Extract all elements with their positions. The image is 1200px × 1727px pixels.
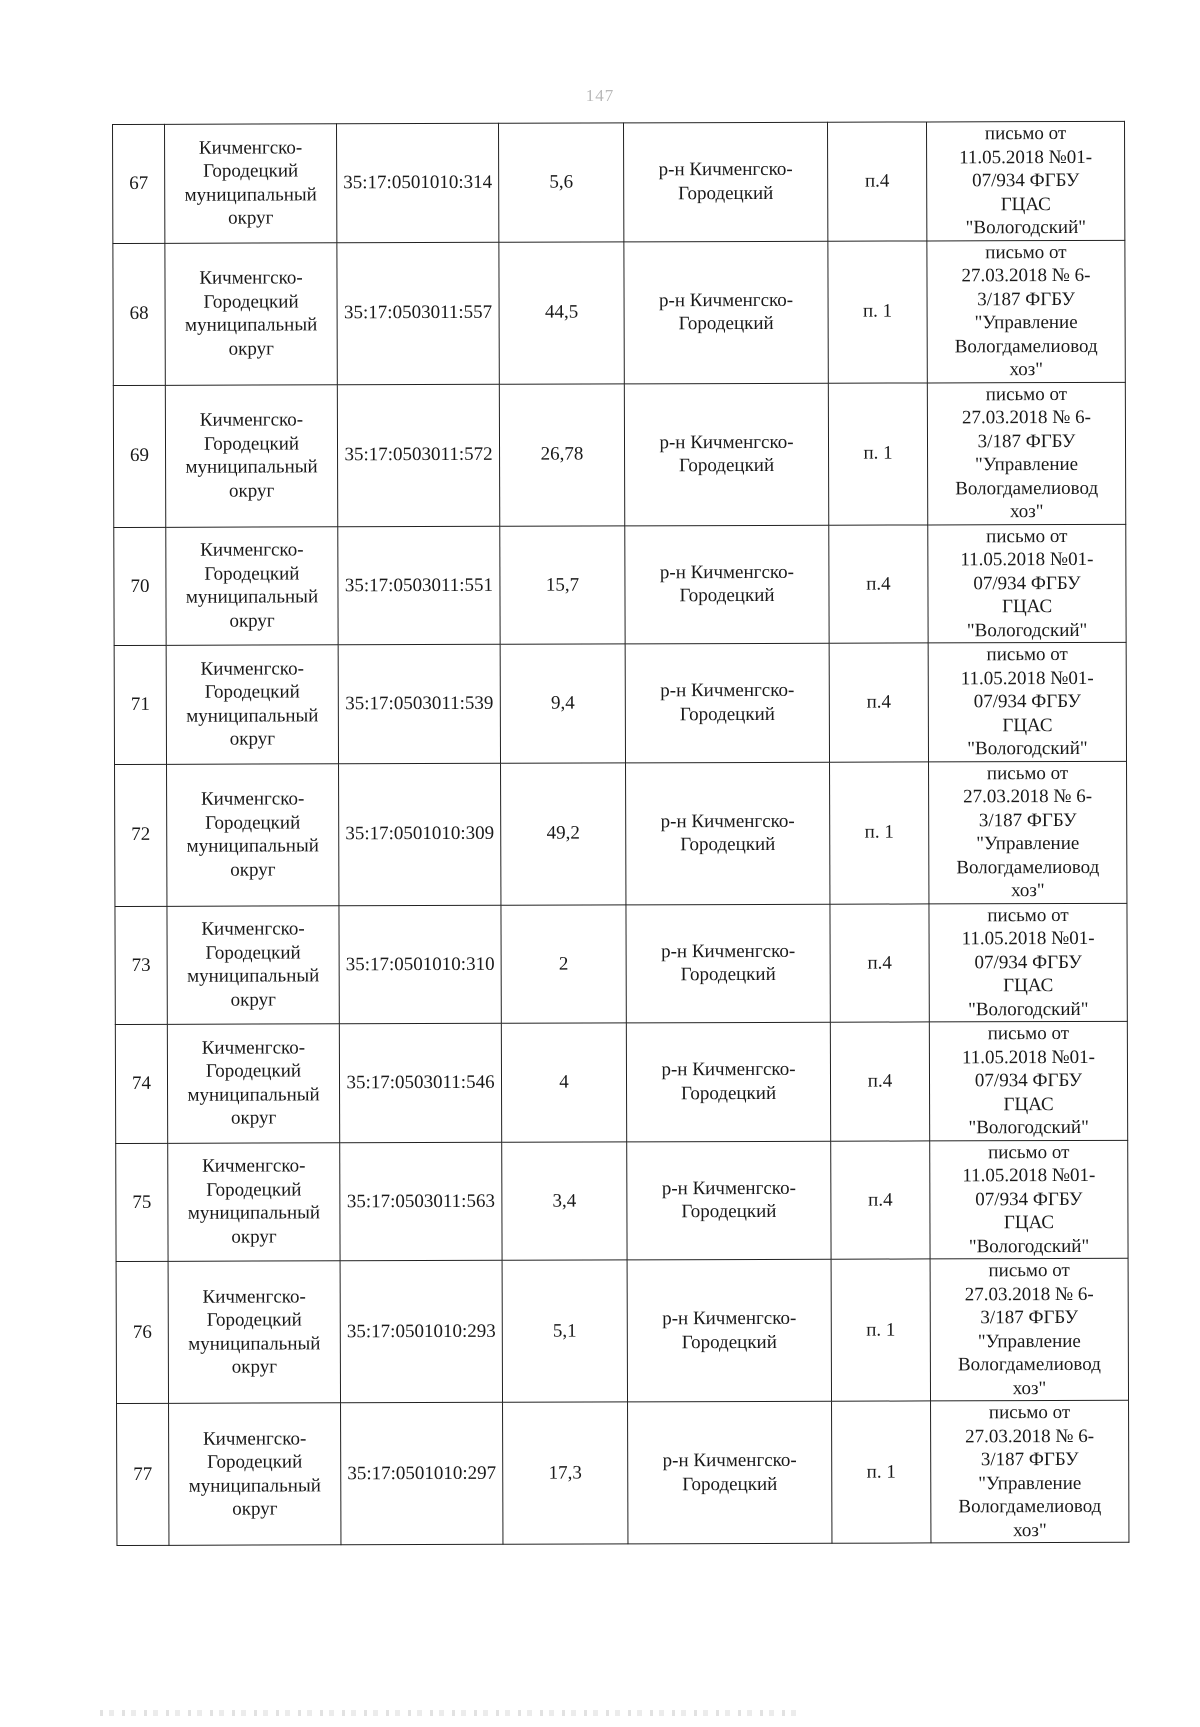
- cadastral-number-cell: 35:17:0501010:293: [340, 1260, 502, 1403]
- row-number: 69: [113, 385, 165, 527]
- clause-cell: п.4: [830, 1022, 929, 1141]
- district-cell: Кичменгско- Городецкий муниципальный округ: [169, 1403, 341, 1546]
- clause-cell: п.4: [829, 643, 928, 762]
- clause-cell: п. 1: [828, 382, 927, 524]
- area-cell: 5,6: [498, 123, 623, 242]
- row-number: 72: [115, 764, 167, 906]
- row-number: 73: [115, 906, 167, 1025]
- area-cell: 9,4: [500, 644, 625, 763]
- clause-cell: п. 1: [828, 240, 927, 382]
- district-cell: Кичменгско- Городецкий муниципальный округ: [166, 526, 338, 645]
- document-cell: письмо от 27.03.2018 № 6- 3/187 ФГБУ "Управление Вологдамелиовод хоз": [929, 761, 1127, 904]
- document-cell: письмо от 27.03.2018 № 6- 3/187 ФГБУ "Управление Вологдамелиовод хоз": [930, 1258, 1128, 1401]
- location-cell: р-н Кичменгско- Городецкий: [624, 383, 828, 526]
- clause-cell: п.4: [827, 122, 926, 241]
- district-cell: Кичменгско- Городецкий муниципальный округ: [167, 905, 339, 1024]
- row-number: 67: [113, 124, 165, 243]
- document-cell: письмо от 11.05.2018 №01- 07/934 ФГБУ ГЦАС "Вологодский": [929, 903, 1127, 1022]
- area-cell: 44,5: [499, 241, 624, 383]
- area-cell: 15,7: [500, 525, 625, 644]
- location-cell: р-н Кичменгско- Городецкий: [627, 1141, 831, 1260]
- cadastral-number-cell: 35:17:0503011:557: [337, 242, 499, 385]
- land-plots-table: [112, 121, 1129, 1546]
- cadastral-number-cell: 35:17:0503011:546: [339, 1023, 501, 1142]
- row-number: 70: [114, 527, 166, 646]
- cadastral-number-cell: 35:17:0501010:314: [337, 123, 499, 242]
- cadastral-number-cell: 35:17:0501010:310: [339, 905, 501, 1024]
- document-cell: письмо от 11.05.2018 №01- 07/934 ФГБУ ГЦАС "Вологодский": [930, 1140, 1128, 1259]
- location-cell: р-н Кичменгско- Городецкий: [626, 1022, 830, 1141]
- table-row: [115, 903, 1127, 1025]
- cadastral-number-cell: 35:17:0503011:551: [338, 526, 500, 645]
- row-number: 71: [114, 645, 166, 764]
- cadastral-number-cell: 35:17:0503011:539: [338, 644, 500, 763]
- clause-cell: п.4: [829, 524, 928, 643]
- table-row: [114, 642, 1126, 764]
- document-cell: письмо от 27.03.2018 № 6- 3/187 ФГБУ "Управление Вологдамелиовод хоз": [927, 240, 1125, 383]
- cadastral-number-cell: 35:17:0503011:572: [337, 384, 499, 527]
- table-row: [113, 240, 1125, 385]
- clause-cell: п. 1: [832, 1401, 931, 1543]
- district-cell: Кичменгско- Городецкий муниципальный округ: [166, 645, 338, 764]
- area-cell: 17,3: [503, 1402, 628, 1544]
- district-cell: Кичменгско- Городецкий муниципальный округ: [168, 1142, 340, 1261]
- document-cell: письмо от 11.05.2018 №01- 07/934 ФГБУ ГЦАС "Вологодский": [926, 121, 1124, 240]
- location-cell: р-н Кичменгско- Городецкий: [626, 904, 830, 1023]
- row-number: 74: [115, 1024, 167, 1143]
- location-cell: р-н Кичменгско- Городецкий: [624, 241, 828, 384]
- area-cell: 3,4: [502, 1141, 627, 1260]
- table-row: [116, 1140, 1128, 1262]
- cadastral-number-cell: 35:17:0501010:309: [339, 763, 501, 906]
- document-cell: письмо от 11.05.2018 №01- 07/934 ФГБУ ГЦАС "Вологодский": [929, 1021, 1127, 1140]
- table-row: [116, 1258, 1128, 1403]
- row-number: 75: [116, 1143, 168, 1262]
- document-cell: письмо от 11.05.2018 №01- 07/934 ФГБУ ГЦАС "Вологодский": [928, 642, 1126, 761]
- row-number: 68: [113, 243, 165, 385]
- table-row: [115, 761, 1127, 906]
- document-cell: письмо от 11.05.2018 №01- 07/934 ФГБУ ГЦАС "Вологодский": [928, 524, 1126, 643]
- district-cell: Кичменгско- Городецкий муниципальный округ: [165, 242, 337, 385]
- clause-cell: п.4: [831, 1140, 930, 1259]
- location-cell: р-н Кичменгско- Городецкий: [628, 1401, 832, 1544]
- district-cell: Кичменгско- Городецкий муниципальный округ: [167, 763, 339, 906]
- area-cell: 5,1: [502, 1260, 627, 1402]
- location-cell: р-н Кичменгско- Городецкий: [626, 762, 830, 905]
- clause-cell: п. 1: [831, 1259, 930, 1401]
- clause-cell: п. 1: [830, 761, 929, 903]
- table-row: [115, 1021, 1127, 1143]
- row-number: 76: [116, 1261, 168, 1403]
- table-row: [113, 382, 1125, 527]
- document-cell: письмо от 27.03.2018 № 6- 3/187 ФГБУ "Управление Вологдамелиовод хоз": [931, 1400, 1129, 1543]
- area-cell: 2: [501, 904, 626, 1023]
- area-cell: 26,78: [499, 383, 624, 525]
- area-cell: 49,2: [501, 762, 626, 904]
- cadastral-number-cell: 35:17:0503011:563: [340, 1142, 502, 1261]
- scan-artifact: [100, 1710, 800, 1716]
- cadastral-number-cell: 35:17:0501010:297: [341, 1402, 503, 1545]
- location-cell: р-н Кичменгско- Городецкий: [627, 1259, 831, 1402]
- document-cell: письмо от 27.03.2018 № 6- 3/187 ФГБУ "Управление Вологдамелиовод хоз": [927, 382, 1125, 525]
- clause-cell: п.4: [830, 903, 929, 1022]
- district-cell: Кичменгско- Городецкий муниципальный округ: [168, 1261, 340, 1404]
- location-cell: р-н Кичменгско- Городецкий: [625, 525, 829, 644]
- area-cell: 4: [501, 1023, 626, 1142]
- table-row: [114, 524, 1126, 646]
- district-cell: Кичменгско- Городецкий муниципальный округ: [165, 124, 337, 243]
- table-row: [113, 121, 1125, 243]
- table-row: [117, 1400, 1129, 1545]
- page-number: 147: [585, 86, 615, 105]
- district-cell: Кичменгско- Городецкий муниципальный округ: [165, 384, 337, 527]
- row-number: 77: [117, 1403, 169, 1545]
- location-cell: р-н Кичменгско- Городецкий: [623, 122, 827, 241]
- location-cell: р-н Кичменгско- Городецкий: [625, 643, 829, 762]
- district-cell: Кичменгско- Городецкий муниципальный округ: [167, 1024, 339, 1143]
